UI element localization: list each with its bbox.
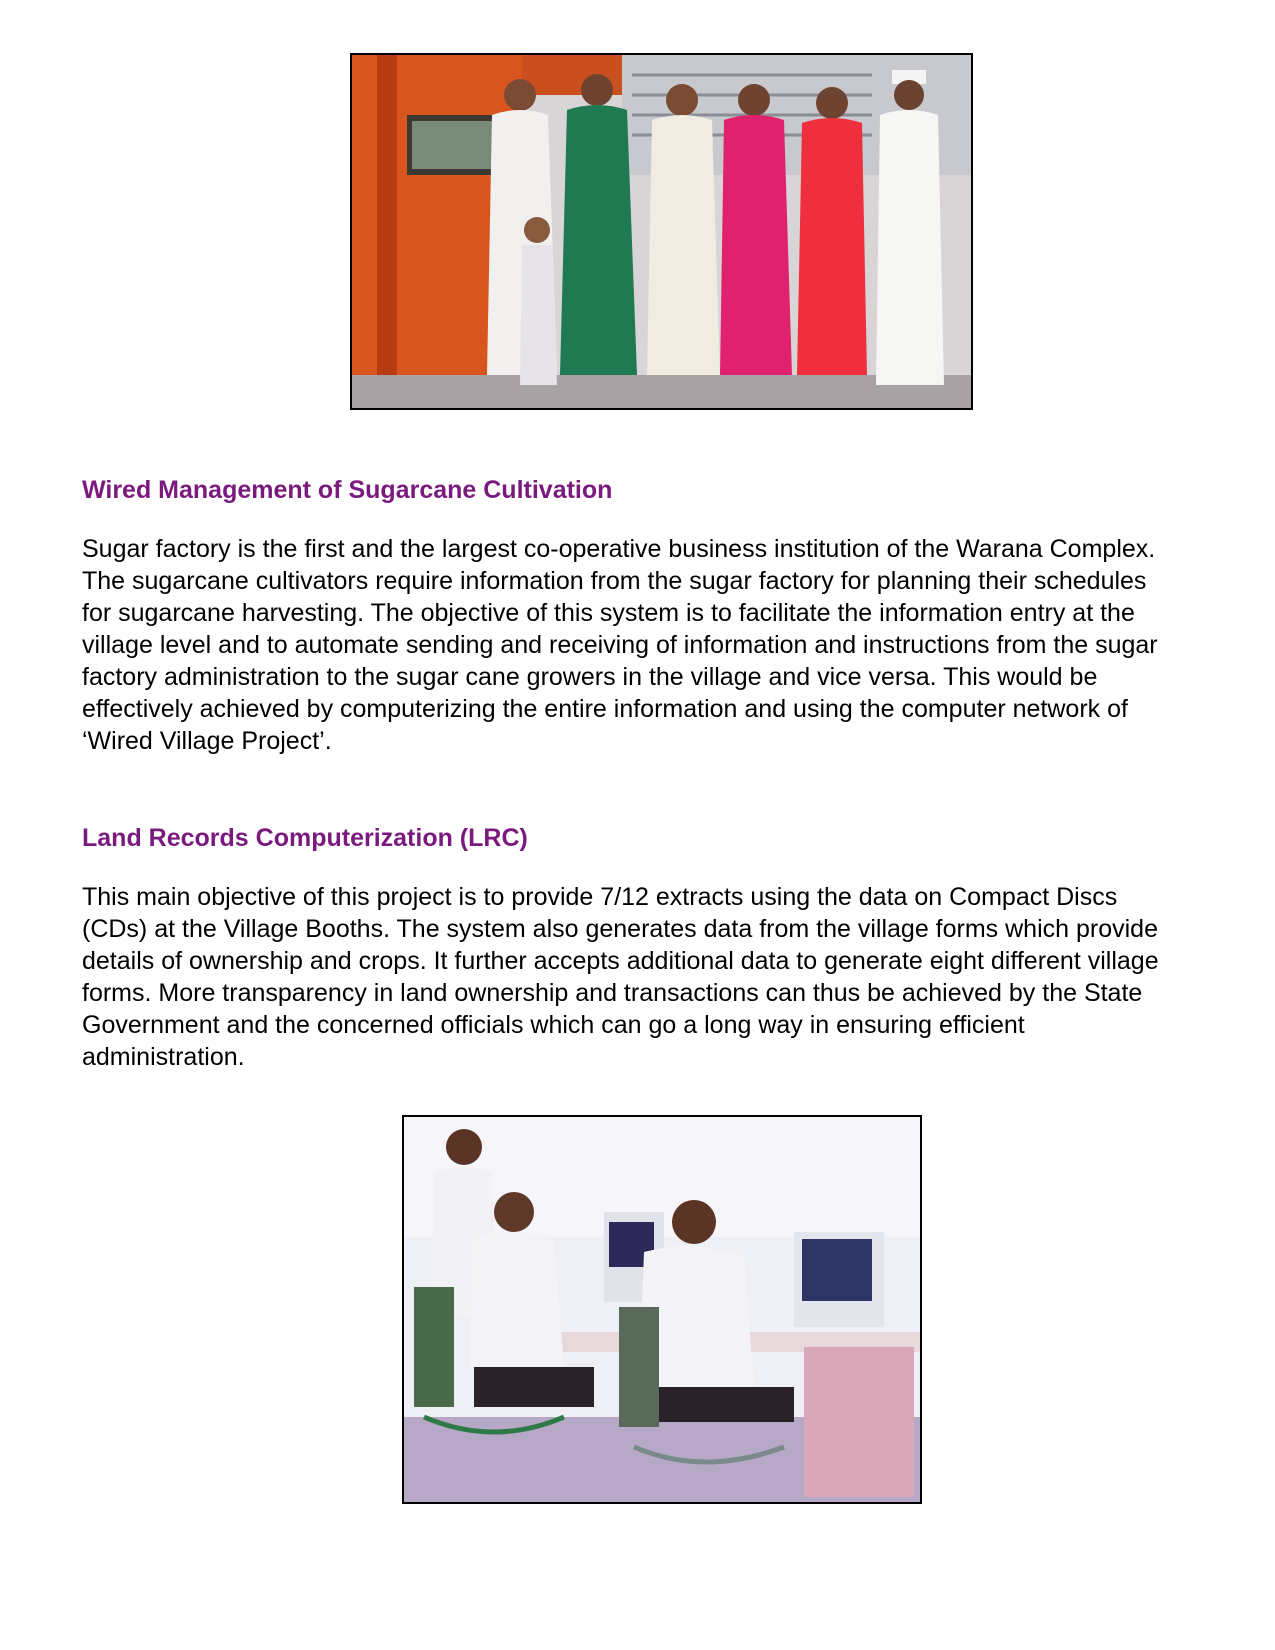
paragraph-line: for sugarcane harvesting. The objective of this system is to facilitate the information entry at the: [82, 599, 1135, 627]
paragraph-line: administration.: [82, 1043, 245, 1071]
paragraph-line: effectively achieved by computerizing the entire information and using the computer network of: [82, 695, 1128, 723]
paragraph-line: Sugar factory is the first and the largest co-operative business institution of the Warana Complex.: [82, 535, 1156, 563]
paragraph-line: This main objective of this project is to provide 7/12 extracts using the data on Compact Discs: [82, 883, 1118, 911]
paragraph-line: ‘Wired Village Project’.: [82, 727, 332, 755]
photo-villagers-queue: [350, 53, 973, 410]
paragraph-line: (CDs) at the Village Booths. The system also generates data from the village forms which provide: [82, 915, 1158, 943]
paragraph-line: details of ownership and crops. It further accepts additional data to generate eight different village: [82, 947, 1159, 975]
paragraph-line: Government and the concerned officials which can go a long way in ensuring efficient: [82, 1011, 1025, 1039]
section-heading-sugarcane: Wired Management of Sugarcane Cultivation: [82, 476, 613, 504]
section-heading-land-records: Land Records Computerization (LRC): [82, 824, 528, 852]
paragraph-line: The sugarcane cultivators require information from the sugar factory for planning their schedules: [82, 567, 1147, 595]
section-paragraph-sugarcane: [82, 533, 1232, 757]
computer-operators-illustration: [404, 1117, 920, 1502]
paragraph-line: factory administration to the sugar cane growers in the village and vice versa. This would be: [82, 663, 1098, 691]
section-paragraph-land-records: [82, 881, 1232, 1073]
villagers-queue-illustration: [352, 55, 971, 408]
photo-computer-operators: [402, 1115, 922, 1504]
paragraph-line: village level and to automate sending and receiving of information and instructions from the sugar: [82, 631, 1158, 659]
paragraph-line: forms. More transparency in land ownership and transactions can thus be achieved by the State: [82, 979, 1143, 1007]
